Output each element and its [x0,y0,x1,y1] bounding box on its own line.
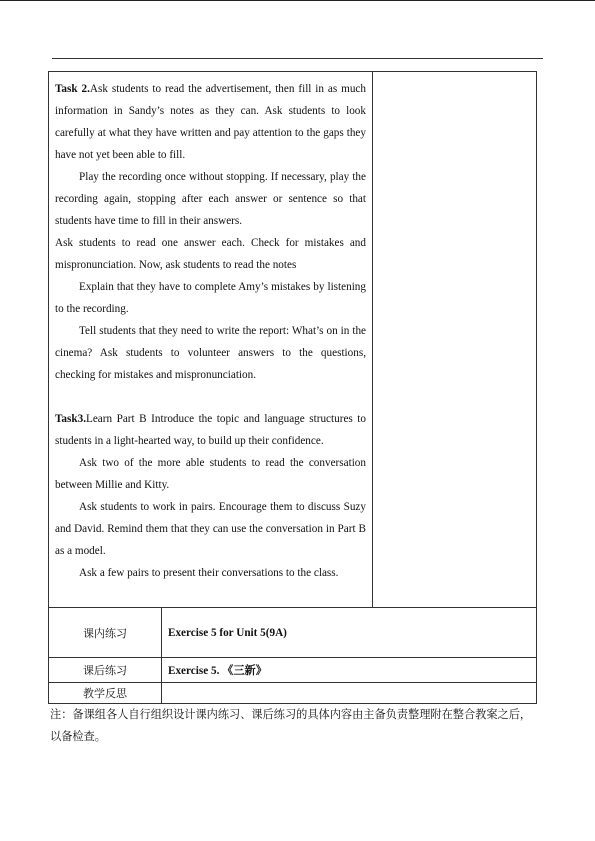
footnote: 注：备课组各人自行组织设计课内练习、课后练习的具体内容由主备负责整理附在整合教案之后，以备检查。 [50,708,532,743]
classwork-row [49,608,537,658]
task3-paragraph-2: Ask two of the more able students to read the conversation between Millie and Kitty. [55,457,366,491]
task2-paragraph-3: Ask students to read one answer each. Check for mistakes and mispronunciation. Now, ask students to read the notes [55,237,366,271]
reflection-row [49,683,537,704]
reflection-label: 教学反思 [49,683,162,704]
task2-heading: Task 2. [55,83,90,95]
spacer [55,386,366,408]
task3-heading: Task3. [55,413,86,425]
procedure-cell [49,72,373,608]
homework-row [49,658,537,683]
classwork-value: Exercise 5 for Unit 5(9A) [162,608,537,658]
header-rule [52,58,543,59]
page-top-border [0,0,595,1]
procedure-row [49,72,537,608]
homework-label: 课后练习 [49,658,162,683]
classwork-label: 课内练习 [49,608,162,658]
task2-paragraph-4: Explain that they have to complete Amy’s mistakes by listening to the recording. [55,281,366,315]
notes-column-cell [373,72,537,608]
task3-paragraph-3: Ask students to work in pairs. Encourage them to discuss Suzy and David. Remind them that they can use the conversation in Part B as a model. [55,501,366,557]
reflection-value [162,683,537,704]
task3-paragraph-1: Task3.Learn Part B Introduce the topic and language structures to students in a light-hearted way, to build up their confidence. [55,413,366,447]
homework-value: Exercise 5. 《三新》 [162,658,537,683]
task3-paragraph-4: Ask a few pairs to present their conversations to the class. [79,567,339,579]
lesson-plan-table [48,71,537,704]
task2-paragraph-1: Task 2.Ask students to read the advertisement, then fill in as much information in Sandy’s notes as they can. Ask students to look carefully at what they have written and pay attention to the gaps they have not yet been able to fill. [55,83,366,161]
task2-paragraph-2: Play the recording once without stopping. If necessary, play the recording again, stopping after each answer or sentence so that students have time to fill in their answers. [55,171,366,227]
task2-paragraph-5: Tell students that they need to write the report: What’s on in the cinema? Ask students to volunteer answers to the questions, checking for mistakes and mispronunciation. [55,325,366,381]
